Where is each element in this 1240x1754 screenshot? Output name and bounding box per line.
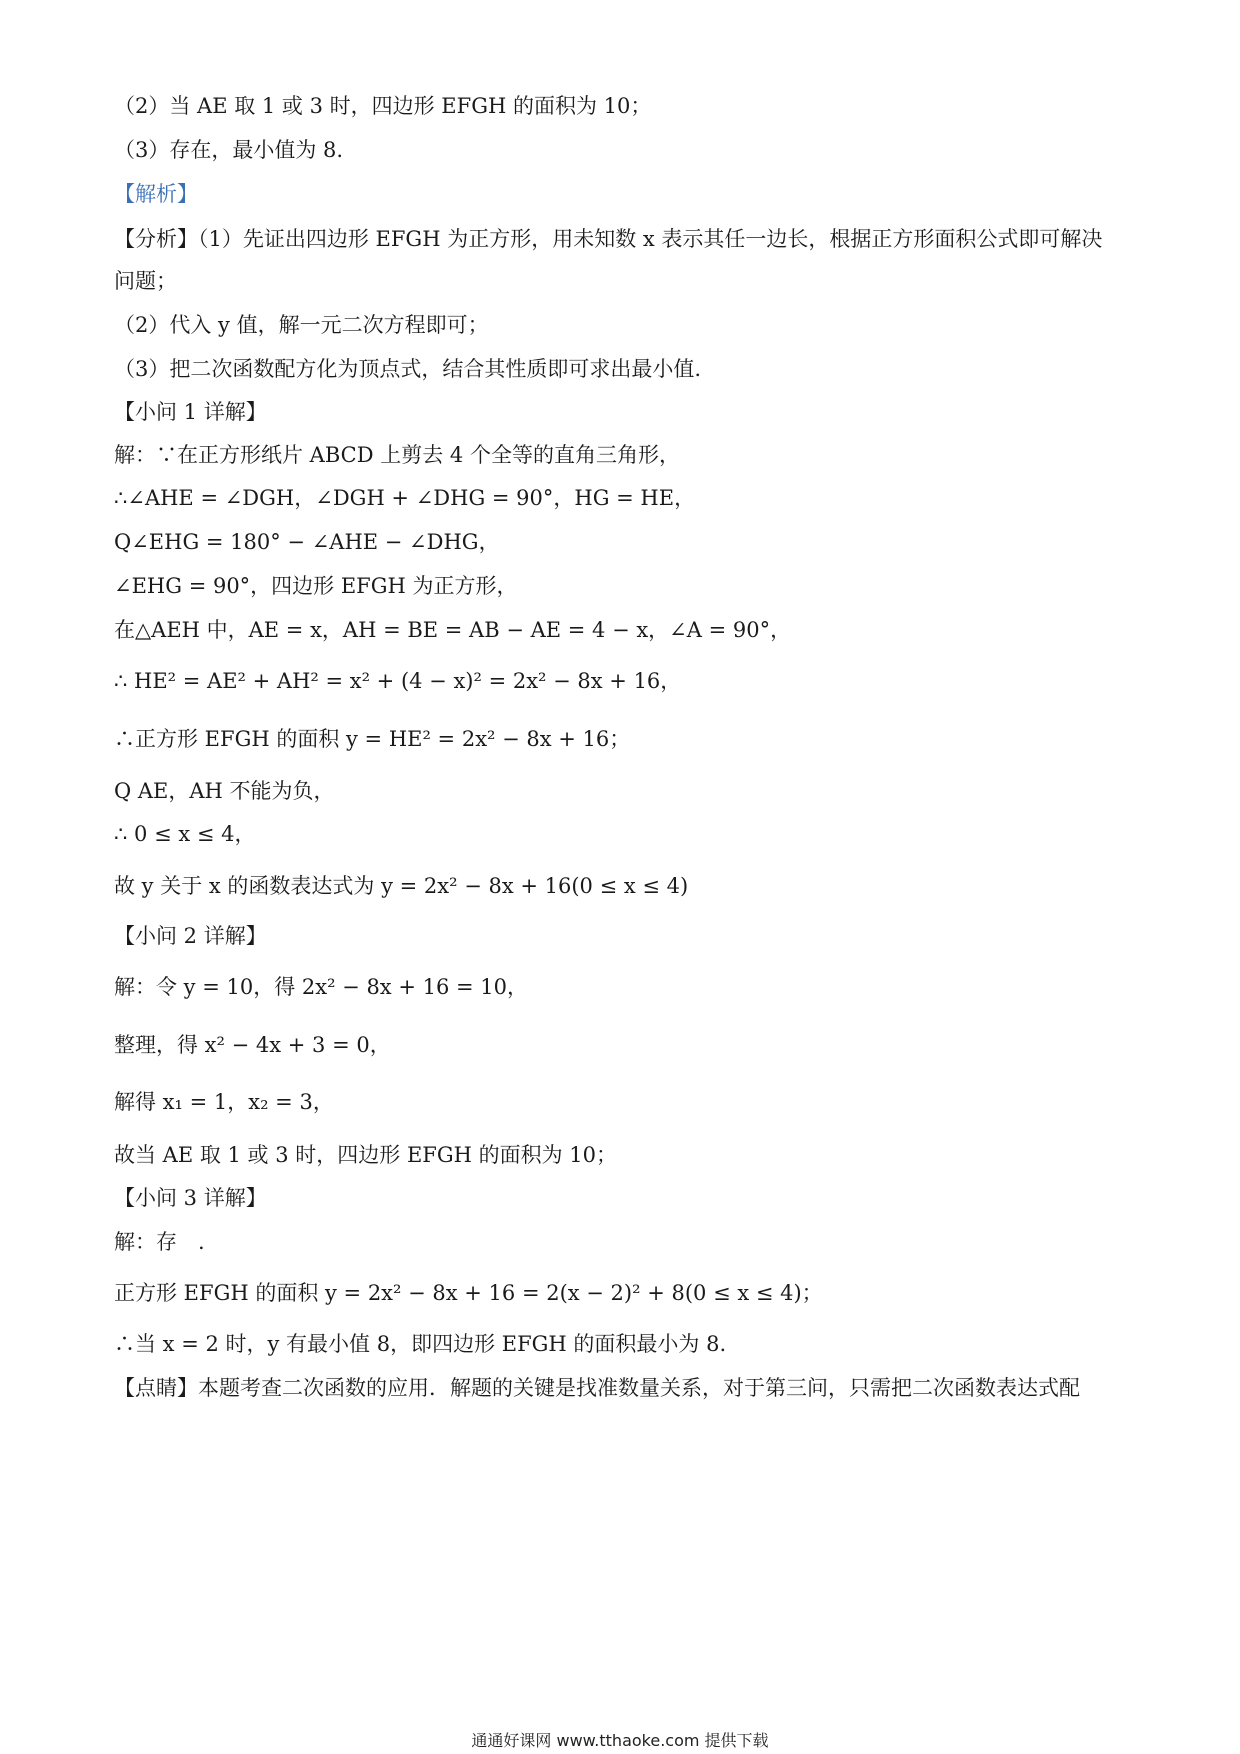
analysis-text-cont: 问题； [114,269,177,293]
q2-heading: 【小问 2 详解】 [114,924,267,948]
q1-area-formula: ∴正方形 EFGH 的面积 y = HE² = 2x² − 8x + 16； [114,727,631,751]
q2-roots: 解得 x₁ = 1，x₂ = 3， [114,1090,334,1114]
footer-watermark: 通通好课网 www.tthaoke.com 提供下载 [471,1731,769,1750]
analysis-heading: 【解析】 [114,182,198,206]
q1-heading: 【小问 1 详解】 [114,400,267,424]
q1-conclusion: 故 y 关于 x 的函数表达式为 y = 2x² − 8x + 16(0 ≤ x ≤ 4) [114,874,689,898]
q1-line: Q∠EHG = 180° − ∠AHE − ∠DHG， [114,530,500,554]
q3-heading: 【小问 3 详解】 [114,1186,267,1210]
q1-line: ∴∠AHE = ∠DGH，∠DGH + ∠DHG = 90°，HG = HE， [114,486,696,510]
q1-line: 解：∵在正方形纸片 ABCD 上剪去 4 个全等的直角三角形， [114,443,680,467]
analysis-text: 【分析】（1）先证出四边形 EFGH 为正方形，用未知数 x 表示其任一边长，根据正方形面积公式即可解决 [114,227,1103,251]
q1-line: Q AE，AH 不能为负， [114,779,335,803]
q3-vertex-form: 正方形 EFGH 的面积 y = 2x² − 8x + 16 = 2(x − 2)² + 8(0 ≤ x ≤ 4)； [114,1281,823,1305]
analysis-part-3: （3）把二次函数配方化为顶点式，结合其性质即可求出最小值. [114,357,702,381]
q2-conclusion: 故当 AE 取 1 或 3 时，四边形 EFGH 的面积为 10； [114,1143,618,1167]
q1-line: 在△AEH 中，AE = x，AH = BE = AB − AE = 4 − x，∠A = 90°， [114,618,792,642]
q2-line: 解：令 y = 10，得 2x² − 8x + 16 = 10， [114,975,528,999]
answer-line-3: （3）存在，最小值为 8. [114,138,344,162]
analysis-part-2: （2）代入 y 值，解一元二次方程即可； [114,313,489,337]
q3-conclusion: ∴当 x = 2 时，y 有最小值 8，即四边形 EFGH 的面积最小为 8. [114,1332,727,1356]
answer-line-2: （2）当 AE 取 1 或 3 时，四边形 EFGH 的面积为 10； [114,94,652,118]
q1-domain: ∴ 0 ≤ x ≤ 4， [114,822,256,846]
q3-line: 解：存 . [114,1230,205,1254]
q2-line: 整理，得 x² − 4x + 3 = 0， [114,1033,391,1057]
q1-equation: ∴ HE² = AE² + AH² = x² + (4 − x)² = 2x² − 8x + 16， [114,669,682,693]
q1-line: ∠EHG = 90°，四边形 EFGH 为正方形， [114,574,518,598]
summary-text: 【点睛】本题考查二次函数的应用．解题的关键是找准数量关系，对于第三问，只需把二次函数表达式配 [114,1376,1080,1400]
